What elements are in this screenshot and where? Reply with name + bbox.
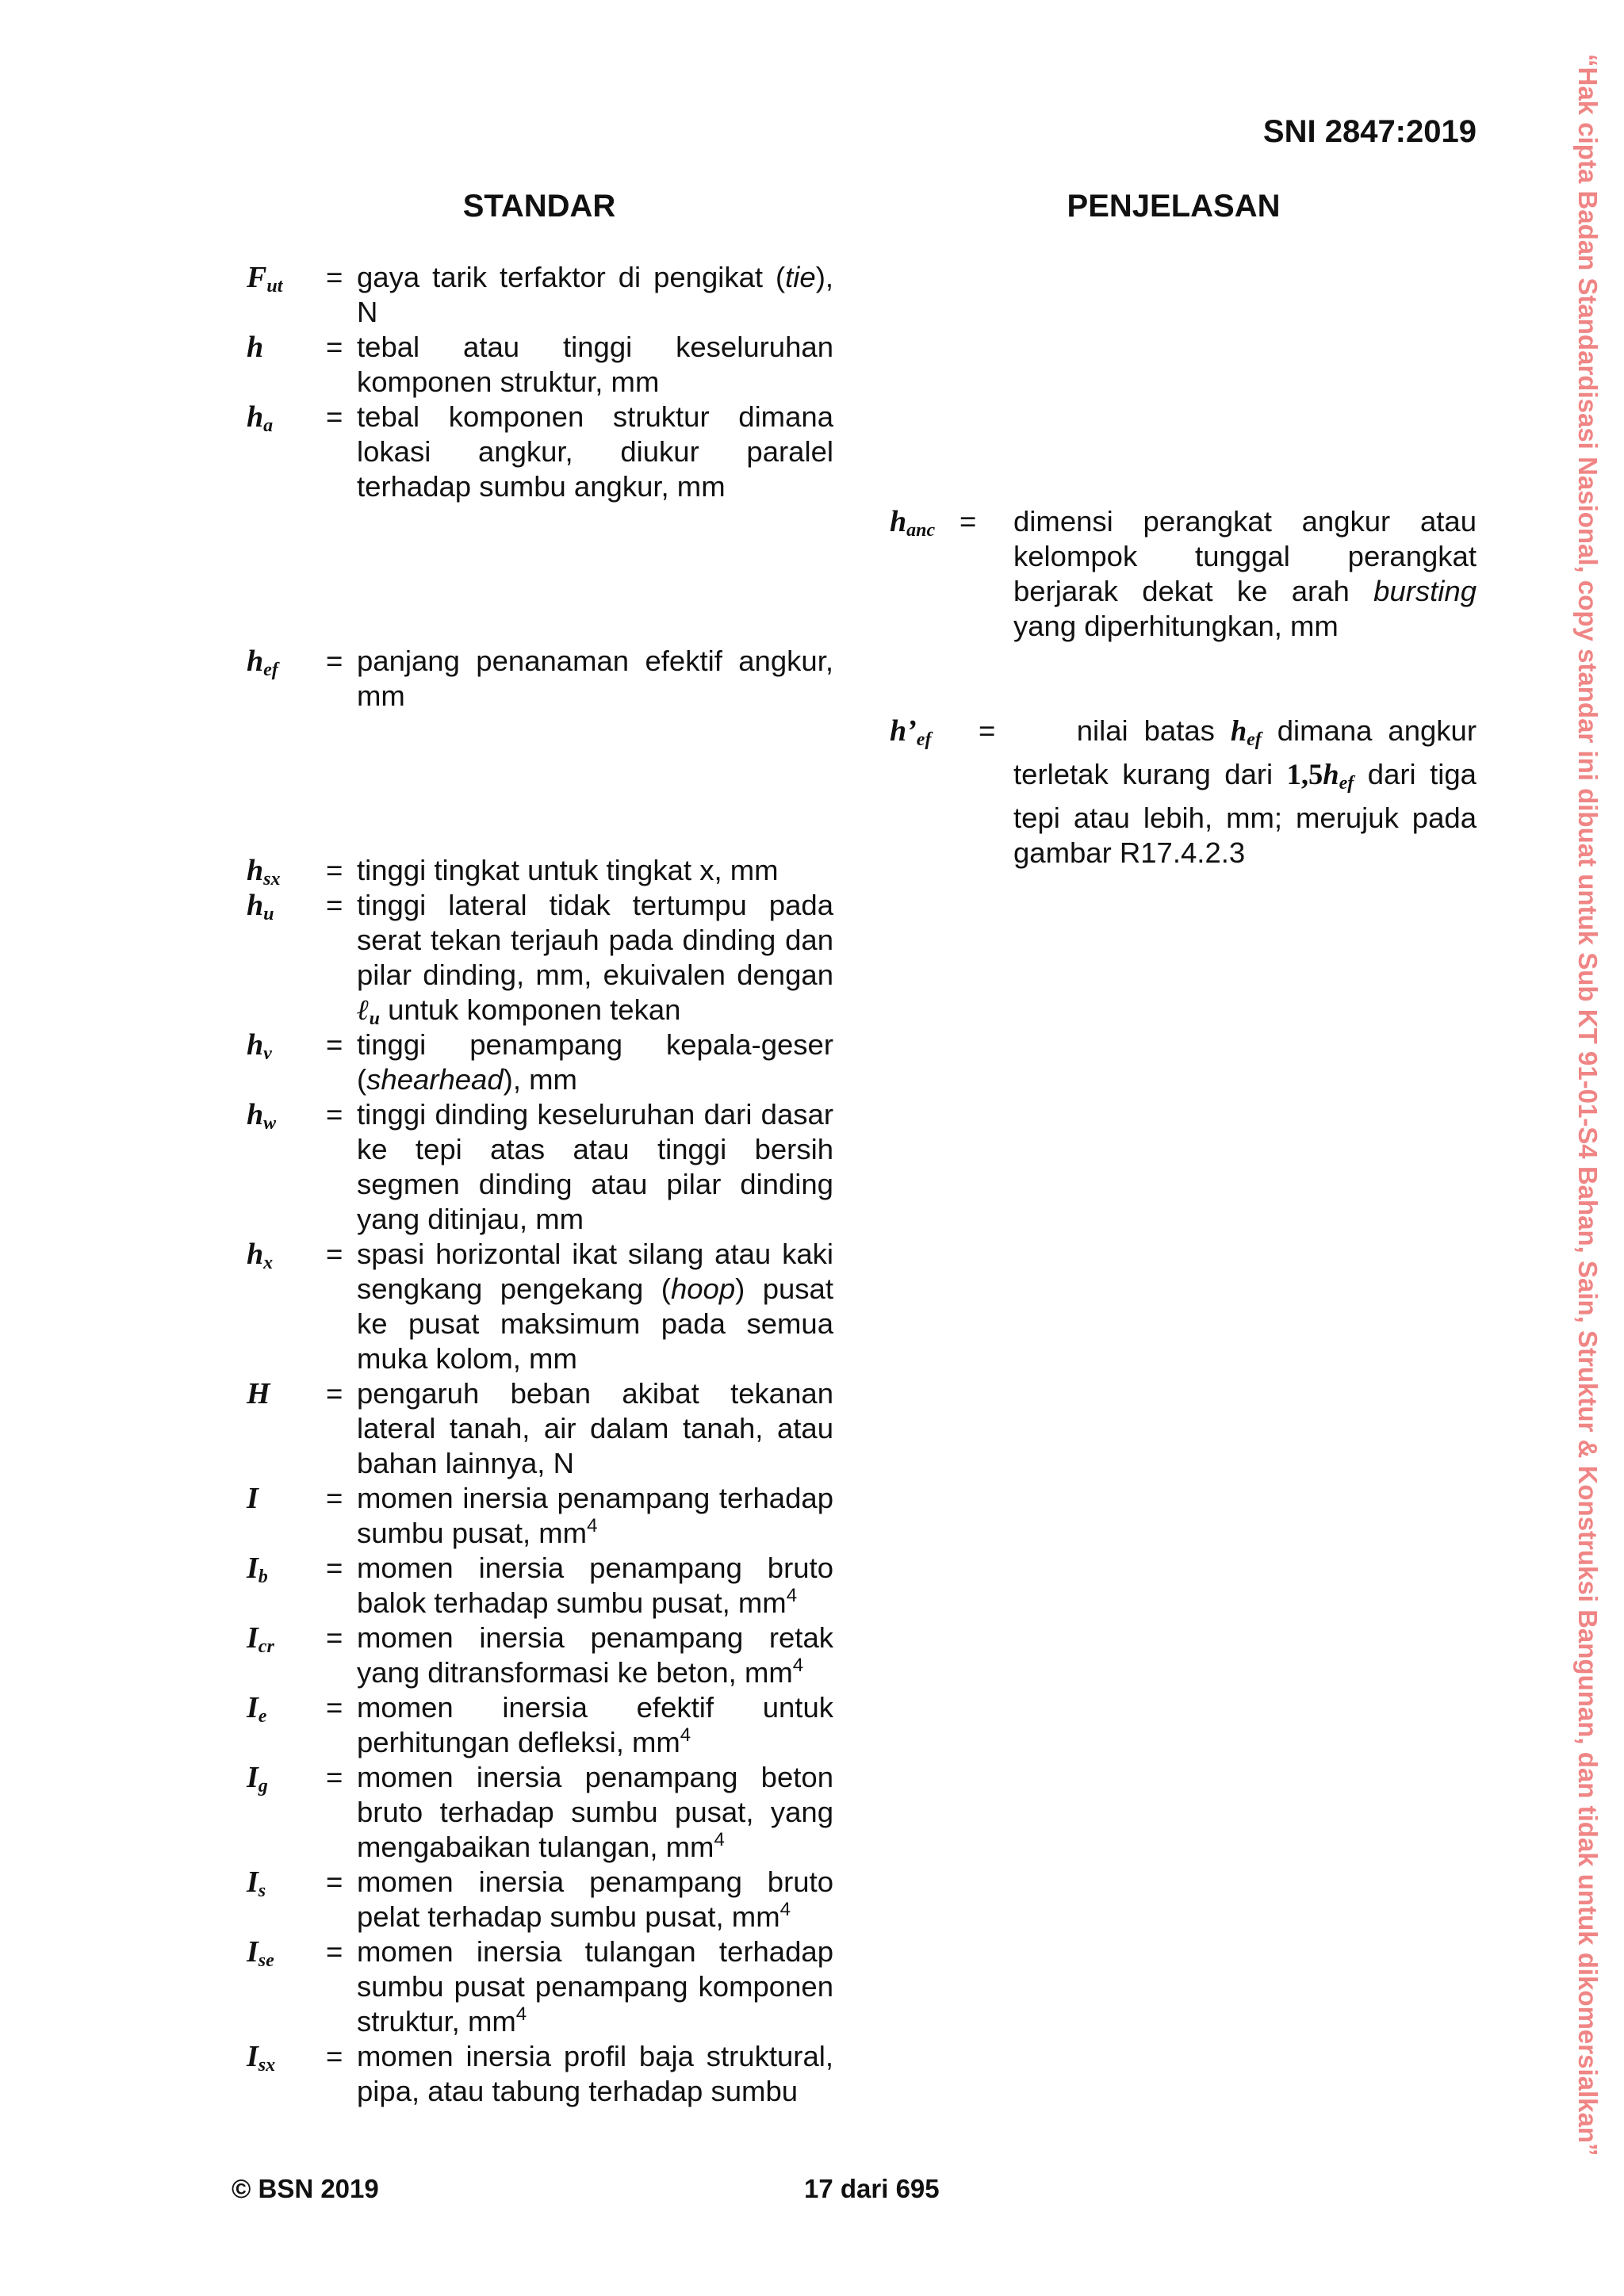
equals-sign: =	[326, 1482, 343, 1514]
equals-sign: =	[326, 1098, 343, 1131]
equals-sign: =	[326, 645, 343, 677]
equals-sign: =	[326, 1028, 343, 1061]
equals-sign: =	[326, 854, 343, 886]
symbol: $I_{sx}$	[247, 2040, 276, 2076]
definition-text: gaya tarik terfaktor di pengikat (tie), N	[357, 261, 833, 328]
symbol: $I_b$	[247, 1552, 268, 1587]
symbol: $h_x$	[247, 1238, 274, 1273]
symbol: H	[247, 1377, 270, 1410]
symbol: $I_e$	[247, 1691, 267, 1727]
copyright-watermark: “Hak cipta Badan Standardisasi Nasional, copy standar ini dibuat untuk Sub KT 91-01-S4 Bahan, Sain, Struktur & Konstruksi Bangunan, dan tidak untuk dikomersialkan”	[1573, 54, 1603, 2156]
definition-text: nilai batas $h_{ef}$ dimana angkur terletak kurang dari $1,5h_{ef}$ dari tiga tepi atau lebih, mm; merujuk pada gambar R17.4.2.3	[1013, 714, 1477, 869]
equals-sign: =	[959, 505, 977, 538]
equals-sign: =	[326, 1935, 343, 1968]
symbol: $h_w$	[247, 1098, 277, 1134]
definition-text: momen inersia penampang bruto pelat terhadap sumbu pusat, $mm^4$	[357, 1866, 833, 1933]
definition-text: momen inersia penampang terhadap sumbu pusat, $mm^4$	[357, 1482, 833, 1549]
equals-sign: =	[326, 1552, 343, 1584]
equals-sign: =	[326, 1621, 343, 1654]
equals-sign: =	[979, 714, 996, 747]
definition-text: momen inersia efektif untuk perhitungan defleksi, $mm^4$	[357, 1691, 833, 1758]
definition-text: dimensi perangkat angkur atau kelompok tunggal perangkat berjarak dekat ke arah bursting yang diperhitungkan, mm	[1013, 505, 1477, 642]
equals-sign: =	[326, 1238, 343, 1270]
symbol: $h_{ef}$	[247, 645, 278, 680]
definition-text: pengaruh beban akibat tekanan lateral tanah, air dalam tanah, atau bahan lainnya, N	[357, 1377, 833, 1479]
symbol: $I_s$	[247, 1866, 266, 1901]
definition-text: tebal komponen struktur dimana lokasi angkur, diukur paralel terhadap sumbu angkur, mm	[357, 400, 833, 503]
equals-sign: =	[326, 889, 343, 921]
symbol: $I_{se}$	[247, 1935, 274, 1971]
definition-text: tebal atau tinggi keseluruhan komponen struktur, mm	[357, 331, 833, 398]
symbol: $h_v$	[247, 1028, 272, 1064]
definition-text: momen inersia penampang retak yang ditransformasi ke beton, $mm^4$	[357, 1621, 833, 1689]
symbol: $h_u$	[247, 889, 274, 924]
definition-text: momen inersia penampang bruto balok terhadap sumbu pusat, $mm^4$	[357, 1552, 833, 1619]
equals-sign: =	[326, 1761, 343, 1793]
symbol: I	[247, 1482, 259, 1515]
symbol: $h_{sx}$	[247, 854, 281, 890]
definition-text: momen inersia profil baja struktural, pipa, atau tabung terhadap sumbu	[357, 2040, 833, 2107]
equals-sign: =	[326, 261, 343, 293]
symbol: $I_{cr}$	[247, 1621, 274, 1657]
equals-sign: =	[326, 1691, 343, 1724]
equals-sign: =	[326, 331, 343, 363]
symbol: h	[247, 331, 264, 364]
definition-text: tinggi penampang kepala-geser (shearhead), mm	[357, 1028, 833, 1096]
footer-copyright: © BSN 2019	[232, 2174, 379, 2203]
definition-text: momen inersia penampang beton bruto terhadap sumbu pusat, yang mengabaikan tulangan, $mm^4$	[357, 1761, 833, 1863]
definition-text: panjang penanaman efektif angkur, mm	[357, 645, 833, 712]
definition-text: spasi horizontal ikat silang atau kaki sengkang pengekang (hoop) pusat ke pusat maksimum pada semua muka kolom, mm	[357, 1238, 833, 1375]
definition-text: tinggi dinding keseluruhan dari dasar ke tepi atas atau tinggi bersih segmen dinding atau pilar dinding yang ditinjau, mm	[357, 1098, 833, 1235]
equals-sign: =	[326, 2040, 343, 2072]
equals-sign: =	[326, 400, 343, 433]
symbol: $F_{ut}$	[247, 261, 283, 297]
symbol: $h’_{ef}$	[890, 714, 932, 750]
column-title-penjelasan: PENJELASAN	[1067, 189, 1281, 224]
definition-text: tinggi lateral tidak tertumpu pada serat tekan terjauh pada dinding dan pilar dinding, mm, ekuivalen dengan ℓ$_u$ untuk komponen tekan	[357, 889, 833, 1029]
footer-page-number: 17 dari 695	[804, 2174, 940, 2203]
definition-text: tinggi tingkat untuk tingkat x, mm	[357, 854, 779, 886]
symbol: $h_a$	[247, 400, 274, 436]
document-code: SNI 2847:2019	[1262, 114, 1477, 149]
equals-sign: =	[326, 1377, 343, 1410]
equals-sign: =	[326, 1866, 343, 1898]
definition-text: momen inersia tulangan terhadap sumbu pusat penampang komponen struktur, $mm^4$	[357, 1935, 833, 2038]
symbol: $h_{anc}$	[890, 505, 936, 541]
column-title-standar: STANDAR	[462, 189, 616, 224]
symbol: $I_g$	[247, 1761, 268, 1797]
